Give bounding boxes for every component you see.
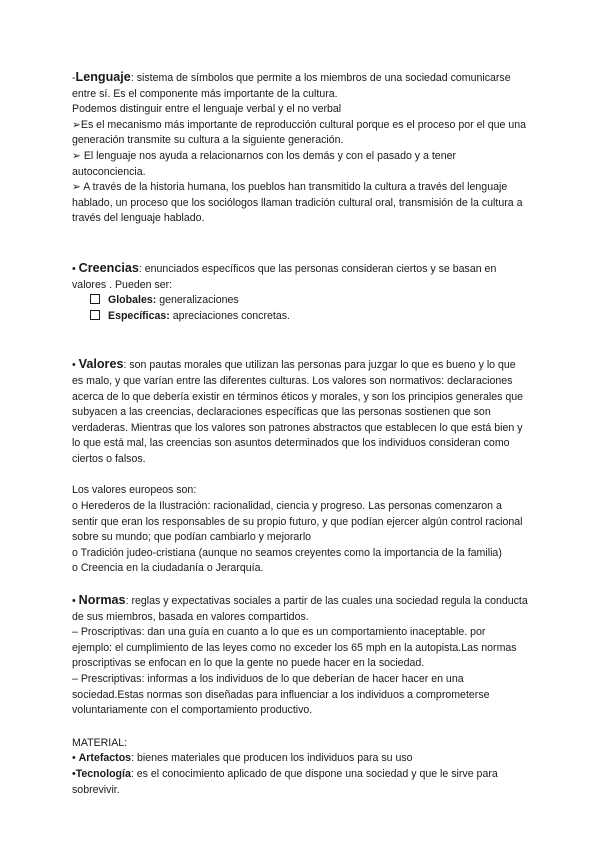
valores-prefix: • xyxy=(72,359,79,372)
creencias-definition: : enunciados específicos que las personas consideran ciertos y se basan en valores . Pueden ser: xyxy=(72,262,497,291)
artefactos-text: : bienes materiales que producen los individuos para su uso xyxy=(131,752,413,765)
creencias-item-text: generalizaciones xyxy=(156,294,239,307)
lenguaje-bullet: ➢ A través de la historia humana, los pueblos han transmitido la cultura a través del lenguaje hablado, un proceso que los sociólogos llaman tradición cultural oral, transmisión de la cultura a través del lenguaje hablado. xyxy=(72,181,523,225)
lenguaje-prefix: - xyxy=(72,72,76,84)
checkbox-icon xyxy=(90,294,100,304)
lenguaje-paragraph xyxy=(72,70,528,102)
valores-europeos-title: Los valores europeos son: xyxy=(72,484,197,497)
valores-definition: : son pautas morales que utilizan las personas para juzgar lo que es bueno y lo que es malo, y que varían entre las diferentes culturas. Los valores son normativos: declaraciones acerca de lo que debería existir en términos éticos y morales, y son los principios generales que subyacen a las creencias, declaraciones específicas que las personas sostienen que son verdaderas. Mientras que los valores son patrones abstractos que establecen lo que está bien y lo que está mal, las creencias son asuntos determinados que los individuos consideran como ciertos o falsos. xyxy=(72,359,524,465)
lenguaje-bullet: ➢ El lenguaje nos ayuda a relacionarnos con los demás y con el pasado y a tener autoconciencia. xyxy=(72,149,457,178)
spacer xyxy=(72,467,528,483)
tecnologia-term: Tecnología xyxy=(75,767,131,780)
normas-prefix: • xyxy=(72,595,79,608)
valores-paragraph xyxy=(72,357,528,467)
valores-europeos-item: o Creencia en la ciudadanía o Jerarquía. xyxy=(72,562,264,575)
material-title: MATERIAL: xyxy=(72,736,128,749)
material-tecnologia xyxy=(72,767,528,798)
artefactos-term: Artefactos xyxy=(78,752,132,765)
lenguaje-bullet: ➢Es el mecanismo más importante de reproducción cultural porque es el proceso por el que una generación transmite su cultura a la siguiente generación. xyxy=(72,118,527,147)
normas-paragraph xyxy=(72,593,528,625)
lenguaje-term: Lenguaje xyxy=(75,70,131,84)
material-artefactos xyxy=(72,751,528,767)
creencias-item-term: Globales: xyxy=(108,294,157,307)
creencias-item-text: apreciaciones concretas. xyxy=(169,309,290,322)
creencias-item-especificas xyxy=(72,309,528,325)
spacer xyxy=(72,227,528,261)
lenguaje-line: Podemos distinguir entre el lenguaje verbal y el no verbal xyxy=(72,103,342,116)
creencias-item-term: Específicas: xyxy=(108,309,170,322)
valores-europeos-item: o Herederos de la Ilustración: racionalidad, ciencia y progreso. Las personas comenzaron a sentir que eran los responsables de su propio futuro, y que podían ejercer algún control racional sobre su mundo; que podían cambiarlo y mejorarlo xyxy=(72,500,523,544)
valores-europeos-item: o Tradición judeo-cristiana (aunque no seamos creyentes como la importancia de la familia) xyxy=(72,546,502,559)
normas-definition: : reglas y expectativas sociales a partir de las cuales una sociedad regula la conducta de sus miembros, basada en valores compartidos. xyxy=(72,595,528,623)
spacer xyxy=(72,324,528,357)
spacer xyxy=(72,577,528,593)
creencias-paragraph xyxy=(72,261,528,293)
tecnologia-prefix: • xyxy=(72,767,76,780)
lenguaje-definition: : sistema de símbolos que permite a los miembros de una sociedad comunicarse entre sí. Es el componente más importante de la cultura. xyxy=(72,72,511,100)
artefactos-prefix: • xyxy=(72,752,79,765)
creencias-term: Creencias xyxy=(78,260,139,275)
document-body xyxy=(72,70,528,798)
spacer xyxy=(72,719,528,736)
creencias-prefix: • xyxy=(72,262,79,275)
normas-prescriptivas: – Prescriptivas: informas a los individuos de lo que deberían de hacer hacer en una sociedad.Estas normas son diseñadas para influenciar a los individuos a comprometerse voluntariamente con el comportamiento productivo. xyxy=(72,673,490,717)
normas-term: Normas xyxy=(78,593,126,608)
normas-proscriptivas: – Proscriptivas: dan una guía en cuanto a lo que es un comportamiento inaceptable. por ejemplo: el cumplimiento de las leyes como no exceder los 65 mph en la autopista.Las normas proscriptivas se enfocan en lo que la gente no puede hacer en la sociedad. xyxy=(72,626,517,670)
creencias-item-globales xyxy=(72,293,528,309)
valores-term: Valores xyxy=(78,357,124,372)
tecnologia-text: : es el conocimiento aplicado de que dispone una sociedad y que le sirve para sobrevivir. xyxy=(72,767,498,796)
checkbox-icon xyxy=(90,310,100,320)
